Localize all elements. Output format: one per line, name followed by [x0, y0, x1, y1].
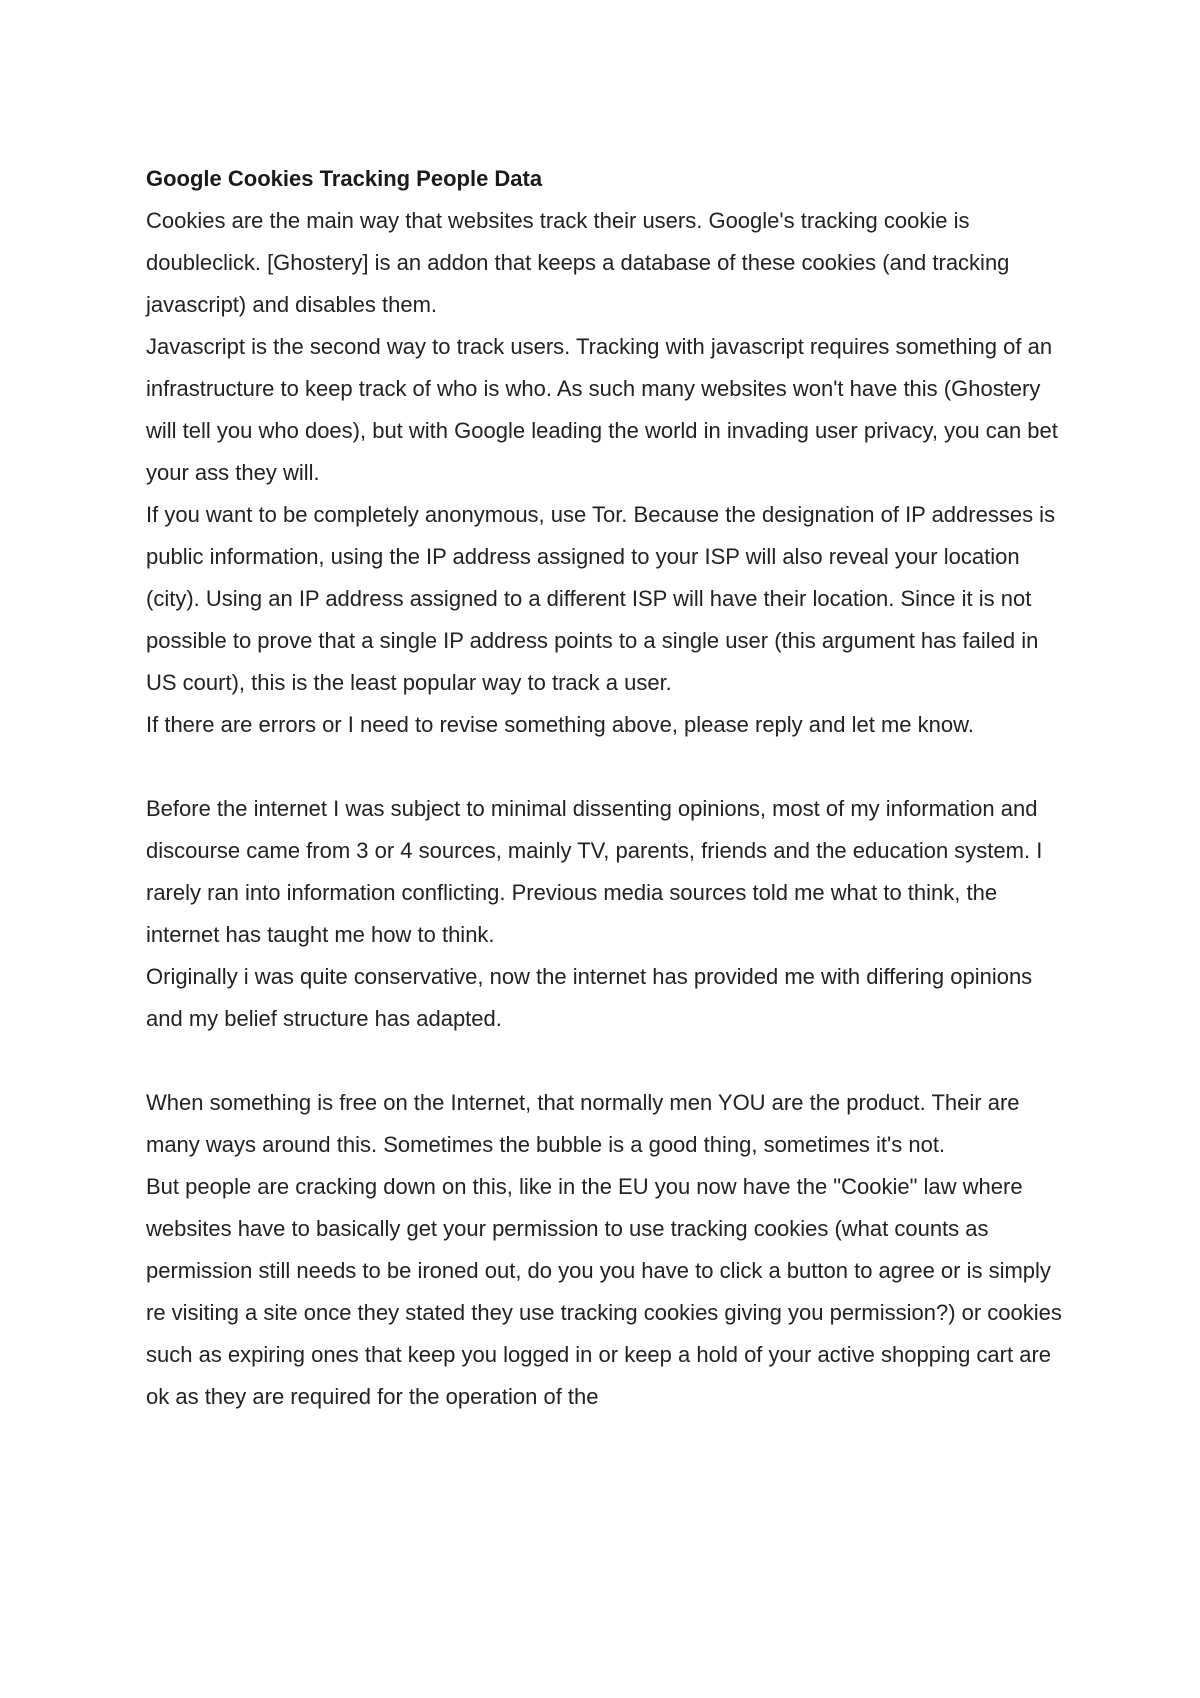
paragraph-cookie-law: But people are cracking down on this, like in the EU you now have the "Cookie" law where websites have to basically get your permission to use tracking cookies (what counts as permission still needs to be ironed out, do you you have to click a button to agree or is simply re visiting a site once they stated they use tracking cookies giving you permission?) or cookies such as expiring ones that keep you logged in or keep a hold of your active shopping cart are ok as they are required for the operation of the [146, 1174, 1062, 1409]
paragraph-free-internet: When something is free on the Internet, that normally men YOU are the product. Their are many ways around this. Sometimes the bubble is a good thing, sometimes it's not. [146, 1090, 1020, 1157]
paragraph-gap [146, 746, 1066, 788]
paragraph-errors: If there are errors or I need to revise something above, please reply and let me know. [146, 712, 974, 737]
paragraph-cookies: Cookies are the main way that websites track their users. Google's tracking cookie is doubleclick. [Ghostery] is an addon that keeps a database of these cookies (and tracking javascript) and disables them. [146, 208, 1010, 317]
paragraph-gap [146, 1040, 1066, 1082]
paragraph-ip-address: If you want to be completely anonymous, use Tor. Because the designation of IP addresses is public information, using the IP address assigned to your ISP will also reveal your location (city). Using an IP address assigned to a different ISP will have their location. Since it is not possible to prove that a single IP address points to a single user (this argument has failed in US court), this is the least popular way to track a user. [146, 502, 1056, 695]
document-body [146, 158, 1066, 1418]
paragraph-originally: Originally i was quite conservative, now the internet has provided me with differing opinions and my belief structure has adapted. [146, 964, 1033, 1031]
paragraph-javascript: Javascript is the second way to track users. Tracking with javascript requires something of an infrastructure to keep track of who is who. As such many websites won't have this (Ghostery will tell you who does), but with Google leading the world in invading user privacy, you can bet your ass they will. [146, 334, 1058, 485]
document-title: Google Cookies Tracking People Data [146, 166, 543, 191]
paragraph-before-internet: Before the internet I was subject to minimal dissenting opinions, most of my information and discourse came from 3 or 4 sources, mainly TV, parents, friends and the education system. I rarely ran into information conflicting. Previous media sources told me what to think, the internet has taught me how to think. [146, 796, 1043, 947]
